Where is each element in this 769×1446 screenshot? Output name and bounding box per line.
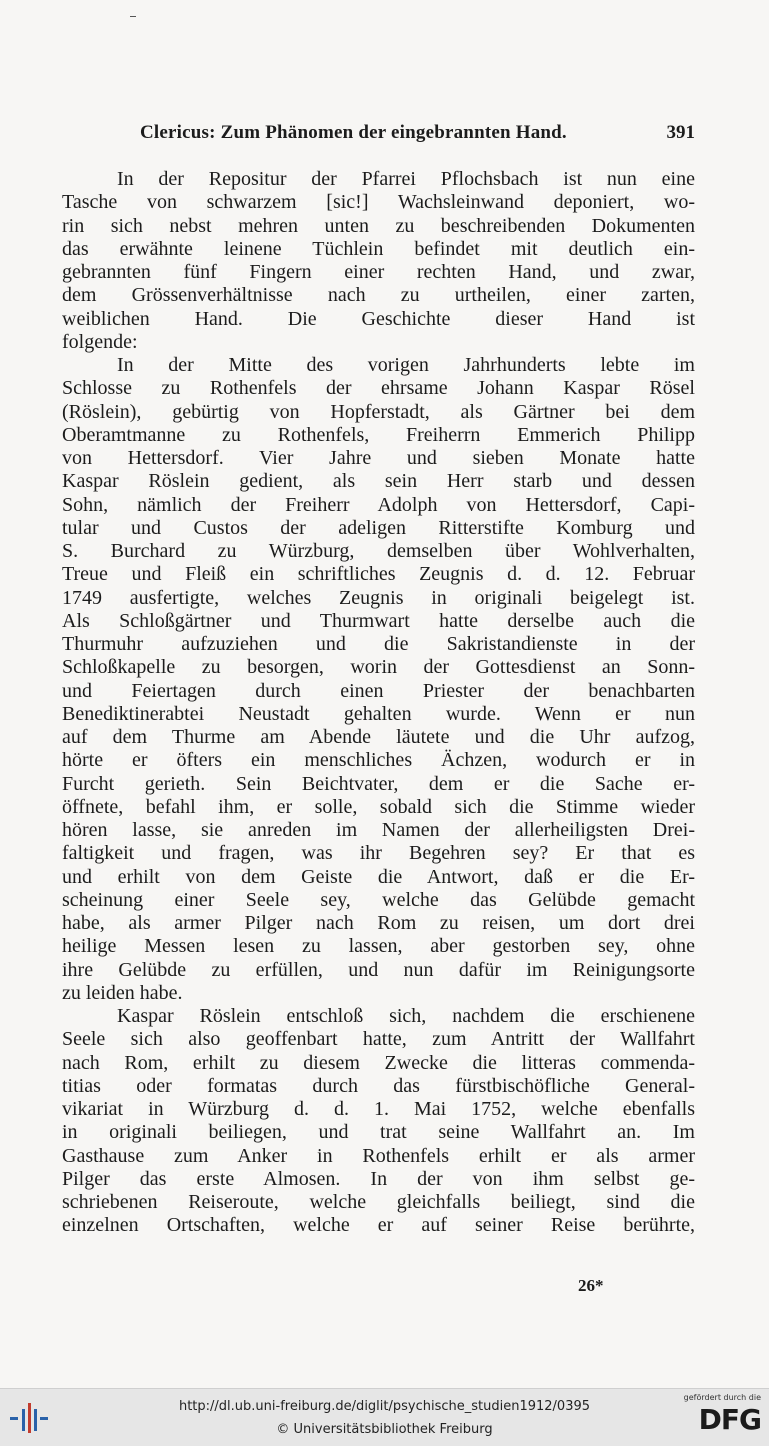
text-line: und erhilt von dem Geiste die Antwort, daß er die Er- xyxy=(62,865,695,888)
text-line: titias oder formatas durch das fürstbischöfliche General- xyxy=(62,1074,695,1097)
text-line: auf dem Thurme am Abende läutete und die Uhr aufzog, xyxy=(62,726,695,748)
text-line: Thurmuhr aufzuziehen und die Sakristandienste in der xyxy=(62,633,695,655)
text-line: hören lasse, sie anreden im Namen der allerheiligsten Drei- xyxy=(62,819,695,841)
text-line: Seele sich also geoffenbart hatte, zum Antritt der Wallfahrt xyxy=(62,1028,695,1051)
text-line: zu leiden habe. xyxy=(62,981,183,1004)
text-line: Als Schloßgärtner und Thurmwart hatte derselbe auch die xyxy=(62,609,695,632)
text-line: in originali beiliegen, und trat seine Wallfahrt an. Im xyxy=(62,1121,695,1144)
scan-mark xyxy=(130,16,136,17)
text-line: tular und Custos der adeligen Ritterstifte Komburg und xyxy=(62,516,695,539)
text-line: Kaspar Röslein gedient, als sein Herr starb und dessen xyxy=(62,470,695,493)
running-head-title: Clericus: Zum Phänomen der eingebrannten Hand. xyxy=(140,122,567,143)
dfg-logo-icon: DFG xyxy=(698,1403,761,1436)
text-line: Oberamtmanne zu Rothenfels, Freiherrn Emmerich Philipp xyxy=(62,423,695,446)
text-line: Schloßkapelle zu besorgen, worin der Gottesdienst an Sonn- xyxy=(62,656,695,679)
text-line: Tasche von schwarzem [sic!] Wachsleinwand deponiert, wo- xyxy=(62,191,695,214)
text-line: Furcht gerieth. Sein Beichtvater, dem er die Sache er- xyxy=(62,772,695,795)
text-line: S. Burchard zu Würzburg, demselben über Wohlverhalten, xyxy=(62,540,695,562)
text-line: Pilger das erste Almosen. In der von ihm selbst ge- xyxy=(62,1167,695,1190)
text-line: Gasthause zum Anker in Rothenfels erhilt er als armer xyxy=(62,1144,695,1167)
text-line: Kaspar Röslein entschloß sich, nachdem die erschienene xyxy=(117,1005,695,1027)
text-line: habe, als armer Pilger nach Rom zu reisen, um dort drei xyxy=(62,912,695,934)
text-line: Benediktinerabtei Neustadt gehalten wurde. Wenn er nun xyxy=(62,702,695,725)
text-line: Sohn, nämlich der Freiherr Adolph von Hettersdorf, Capi- xyxy=(62,493,695,516)
text-line: gebrannten fünf Fingern einer rechten Hand, und zwar, xyxy=(62,261,695,283)
text-line: öffnete, befahl ihm, er solle, sobald sich die Stimme wieder xyxy=(62,795,695,818)
text-line: rin sich nebst mehren unten zu beschreibenden Dokumenten xyxy=(62,214,695,237)
viewer-footer xyxy=(0,1388,769,1446)
text-line: nach Rom, erhilt zu diesem Zwecke die litteras commenda- xyxy=(62,1051,695,1074)
text-line: (Röslein), gebürtig von Hopferstadt, als Gärtner bei dem xyxy=(62,400,695,423)
page-url-link[interactable]: http://dl.ub.uni-freiburg.de/diglit/psychische_studien1912/0395 xyxy=(178,1399,591,1414)
text-line: das erwähnte leinene Tüchlein befindet mit deutlich ein- xyxy=(62,237,695,260)
text-line: und Feiertagen durch einen Priester der benachbarten xyxy=(62,679,695,702)
text-line: hörte er öfters ein menschliches Ächzen, wodurch er in xyxy=(62,749,695,772)
body-text xyxy=(62,168,695,1238)
text-line: Schlosse zu Rothenfels der ehrsame Johann Kaspar Rösel xyxy=(62,377,695,400)
text-line: Treue und Fleiß ein schriftliches Zeugnis d. d. 12. Februar xyxy=(62,563,695,586)
text-line: von Hettersdorf. Vier Jahre und sieben Monate hatte xyxy=(62,447,695,469)
text-line: vikariat in Würzburg d. d. 1. Mai 1752, welche ebenfalls xyxy=(62,1098,695,1120)
text-line: 1749 ausfertigte, welches Zeugnis in originali beigelegt ist. xyxy=(62,586,695,609)
page-number: 391 xyxy=(666,122,695,143)
text-line: In der Repositur der Pfarrei Pflochsbach ist nun eine xyxy=(117,168,695,190)
text-line: schriebenen Reiseroute, welche gleichfalls beiliegt, sind die xyxy=(62,1191,695,1213)
text-line: dem Grössenverhältnisse nach zu urtheilen, einer zarten, xyxy=(62,284,695,307)
text-line: ihre Gelübde zu erfüllen, und nun dafür im Reinigungsorte xyxy=(62,958,695,981)
signature-mark: 26* xyxy=(578,1276,604,1295)
running-head xyxy=(140,122,695,148)
copyright-notice: © Universitätsbibliothek Freiburg xyxy=(276,1422,493,1437)
text-line: weiblichen Hand. Die Geschichte dieser Hand ist xyxy=(62,307,695,330)
dfg-caption: gefördert durch die xyxy=(683,1393,761,1402)
text-line: In der Mitte des vorigen Jahrhunderts lebte im xyxy=(117,354,695,376)
text-line: heilige Messen lesen zu lassen, aber gestorben sey, ohne xyxy=(62,935,695,958)
text-line: faltigkeit und fragen, was ihr Begehren sey? Er that es xyxy=(62,842,695,865)
text-line: einzelnen Ortschaften, welche er auf seiner Reise berührte, xyxy=(62,1214,695,1237)
text-line: scheinung einer Seele sey, welche das Gelübde gemacht xyxy=(62,888,695,911)
text-line: folgende: xyxy=(62,330,138,353)
